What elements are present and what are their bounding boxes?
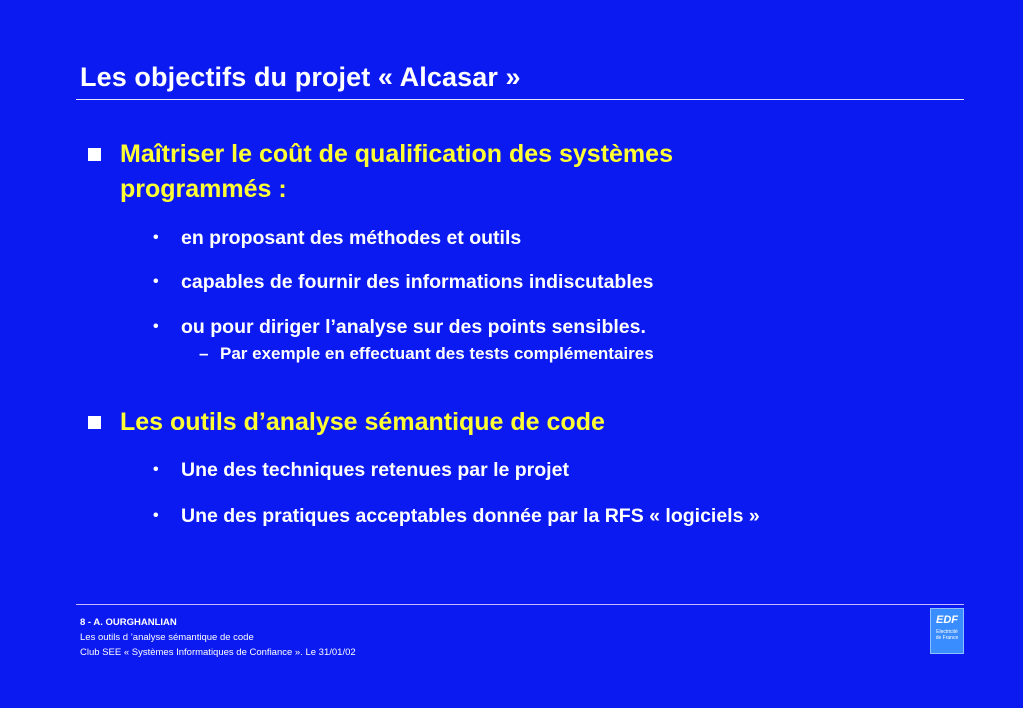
footer-divider <box>76 604 964 605</box>
slide-title: Les objectifs du projet « Alcasar » <box>80 62 521 92</box>
title-divider <box>76 99 964 100</box>
bullet-text: ou pour diriger l’analyse sur des points sensibles. <box>181 316 646 338</box>
bullet-text: Une des techniques retenues par le projet <box>181 459 569 481</box>
footer-event: Club SEE « Systèmes Informatiques de Confiance ». Le 31/01/02 <box>80 647 356 658</box>
dash-bullet-icon: – <box>199 344 209 363</box>
square-bullet-icon <box>88 416 101 429</box>
section-1-heading-line-2: programmés : <box>120 175 287 203</box>
edf-logo-name: EDF <box>936 614 958 626</box>
bullet-dot-icon: • <box>153 318 159 335</box>
bullet-dot-icon: • <box>153 461 159 478</box>
edf-logo-tagline-1: Electricité <box>936 629 958 635</box>
bullet-text: Une des pratiques acceptables donnée par la RFS « logiciels » <box>181 505 760 527</box>
bullet-dot-icon: • <box>153 507 159 524</box>
section-1-heading-line-1: Maîtriser le coût de qualification des systèmes <box>120 140 673 168</box>
sub-bullet-text: Par exemple en effectuant des tests complémentaires <box>220 344 654 363</box>
footer-author: 8 - A. OURGHANLIAN <box>80 617 177 628</box>
bullet-text: en proposant des méthodes et outils <box>181 227 522 249</box>
edf-logo <box>930 608 964 654</box>
section-2-heading-line-1: Les outils d’analyse sémantique de code <box>120 408 605 436</box>
bullet-text: capables de fournir des informations indiscutables <box>181 271 654 293</box>
square-bullet-icon <box>88 148 101 161</box>
bullet-dot-icon: • <box>153 229 159 246</box>
bullet-dot-icon: • <box>153 273 159 290</box>
edf-logo-tagline-2: de France <box>935 635 959 641</box>
footer-subtitle: Les outils d ’analyse sémantique de code <box>80 632 254 643</box>
